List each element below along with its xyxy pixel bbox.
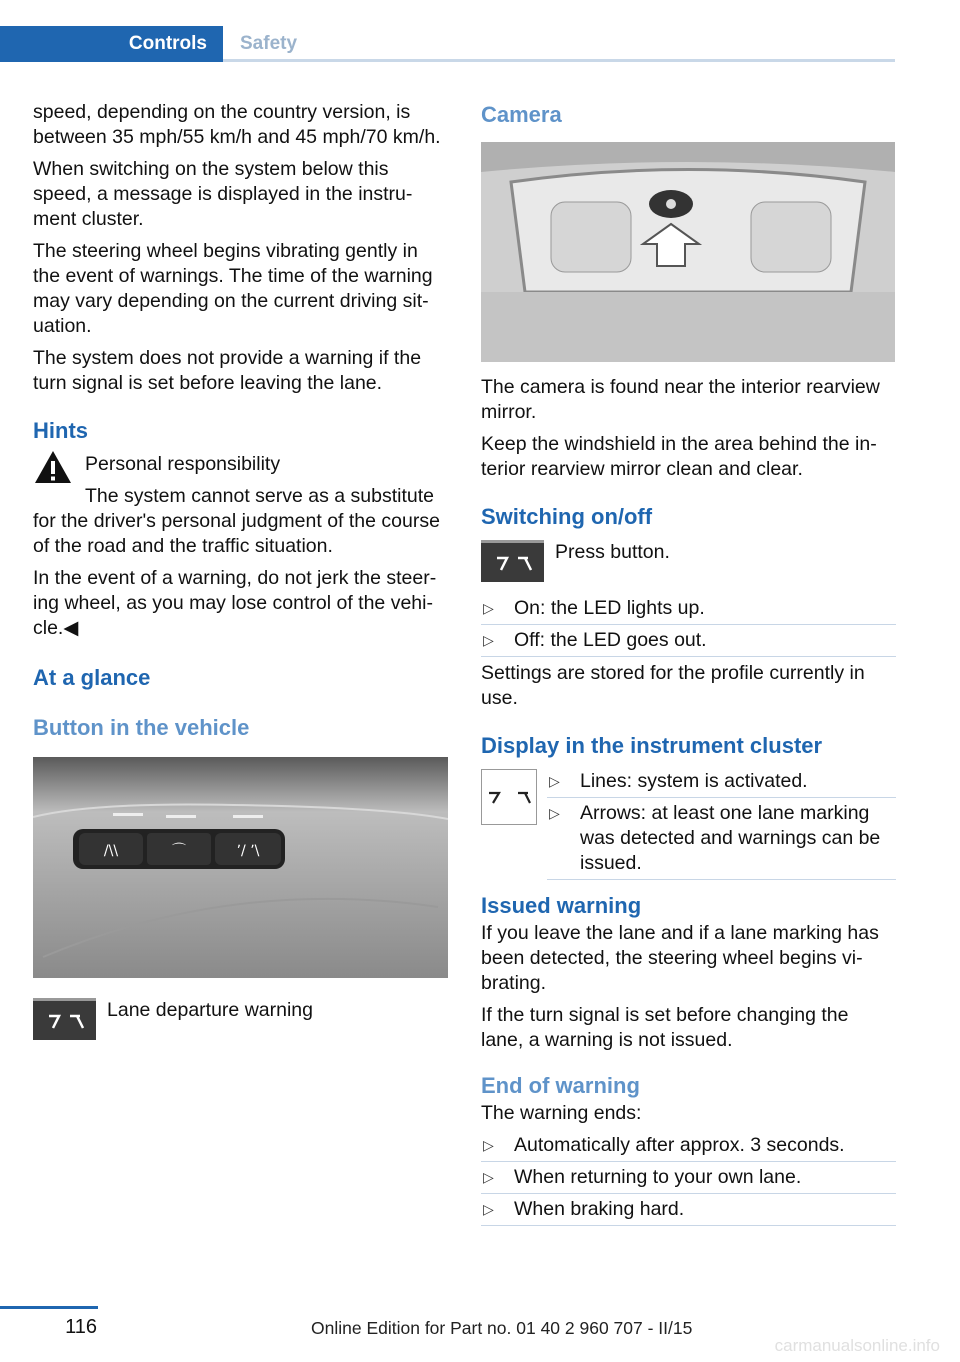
switch-text: Press button. (555, 541, 670, 563)
switch-row (481, 540, 896, 586)
list-item: ▷ When braking hard. (481, 1197, 896, 1222)
paragraph: The system does not provide a warning if the turn signal is set before leaving the lane. (33, 347, 422, 394)
subsection-title-end: End of warning (481, 1073, 640, 1098)
paragraph: If the turn signal is set before changing the lane, a warning is not issued. (481, 1004, 849, 1051)
paragraph: The warning ends: (481, 1102, 642, 1124)
page-number: 116 (65, 1316, 97, 1338)
paragraph: If you leave the lane and if a lane marking has been detected, the steering wheel begins vi‐brating. (481, 922, 879, 994)
list-item: ▷ Arrows: at least one lane marking was detected and warnings can be issued. (547, 801, 896, 876)
warning-text: The system cannot serve as a substitute for the driver's personal judgment of the course of the road and the traffic situation. (33, 485, 440, 557)
svg-text:ʼ/ ʼ\: ʼ/ ʼ\ (236, 843, 260, 859)
section-title-hints: Hints (33, 418, 88, 443)
tab-safety[interactable]: Safety (240, 33, 298, 54)
right-column (481, 100, 896, 1230)
button-caption: Lane departure warning (107, 999, 313, 1021)
paragraph: Settings are stored for the profile currently in use. (481, 662, 865, 709)
switch-list (481, 596, 896, 653)
tab-controls[interactable]: Controls (0, 26, 223, 62)
paragraph: Keep the windshield in the area behind the in‐terior rearview mirror clean and clear. (481, 433, 877, 480)
warning-text-2: In the event of a warning, do not jerk the steer‐ing wheel, as you may lose control of the vehi‐cle.◀ (33, 567, 437, 639)
lane-lines-display-icon (481, 769, 537, 825)
tab-underline (223, 59, 895, 62)
footer-line (0, 1306, 98, 1309)
list-item: ▷ Off: the LED goes out. (481, 628, 896, 653)
camera-photo (481, 142, 895, 362)
left-column (33, 100, 448, 1044)
svg-text:⌒: ⌒ (172, 843, 186, 859)
warning-title: Personal responsibility (85, 453, 281, 475)
warning-triangle-icon (33, 449, 73, 485)
section-title-glance: At a glance (33, 665, 151, 690)
section-title-display: Display in the instrument cluster (481, 733, 823, 758)
svg-text:/\\: /\\ (103, 843, 119, 859)
lane-departure-button-icon (481, 540, 544, 582)
section-title-issued: Issued warning (481, 893, 642, 918)
list-item: ▷ Lines: system is activated. (547, 769, 896, 794)
list-item: ▷ Automatically after approx. 3 seconds. (481, 1133, 896, 1158)
watermark: carmanualsonline.info (774, 1336, 940, 1355)
warning-box (33, 452, 448, 477)
paragraph: The steering wheel begins vibrating gently in the event of warnings. The time of the warning may vary depending on the current driving sit‐uation. (33, 240, 433, 337)
list-item: ▷ On: the LED lights up. (481, 596, 896, 621)
header-tabbar (0, 0, 895, 62)
paragraph: speed, depending on the country version, is between 35 mph/55 km/h and 45 mph/70 km/h. (33, 101, 441, 148)
section-title-switching: Switching on/off (481, 504, 653, 529)
lane-departure-button-icon (33, 998, 96, 1040)
display-row (481, 769, 896, 879)
display-list (547, 769, 896, 876)
end-list (481, 1133, 896, 1222)
list-item: ▷ When returning to your own lane. (481, 1165, 896, 1190)
paragraph: The camera is found near the interior rearview mirror. (481, 376, 880, 423)
subsection-title-button: Button in the vehicle (33, 715, 250, 740)
paragraph: When switching on the system below this speed, a message is displayed in the instru‐ment cluster. (33, 158, 413, 230)
section-title-camera: Camera (481, 102, 562, 127)
button-photo (33, 757, 448, 978)
edition-text: Online Edition for Part no. 01 40 2 960 707 - II/15 (311, 1318, 693, 1338)
button-legend-row (33, 998, 448, 1044)
